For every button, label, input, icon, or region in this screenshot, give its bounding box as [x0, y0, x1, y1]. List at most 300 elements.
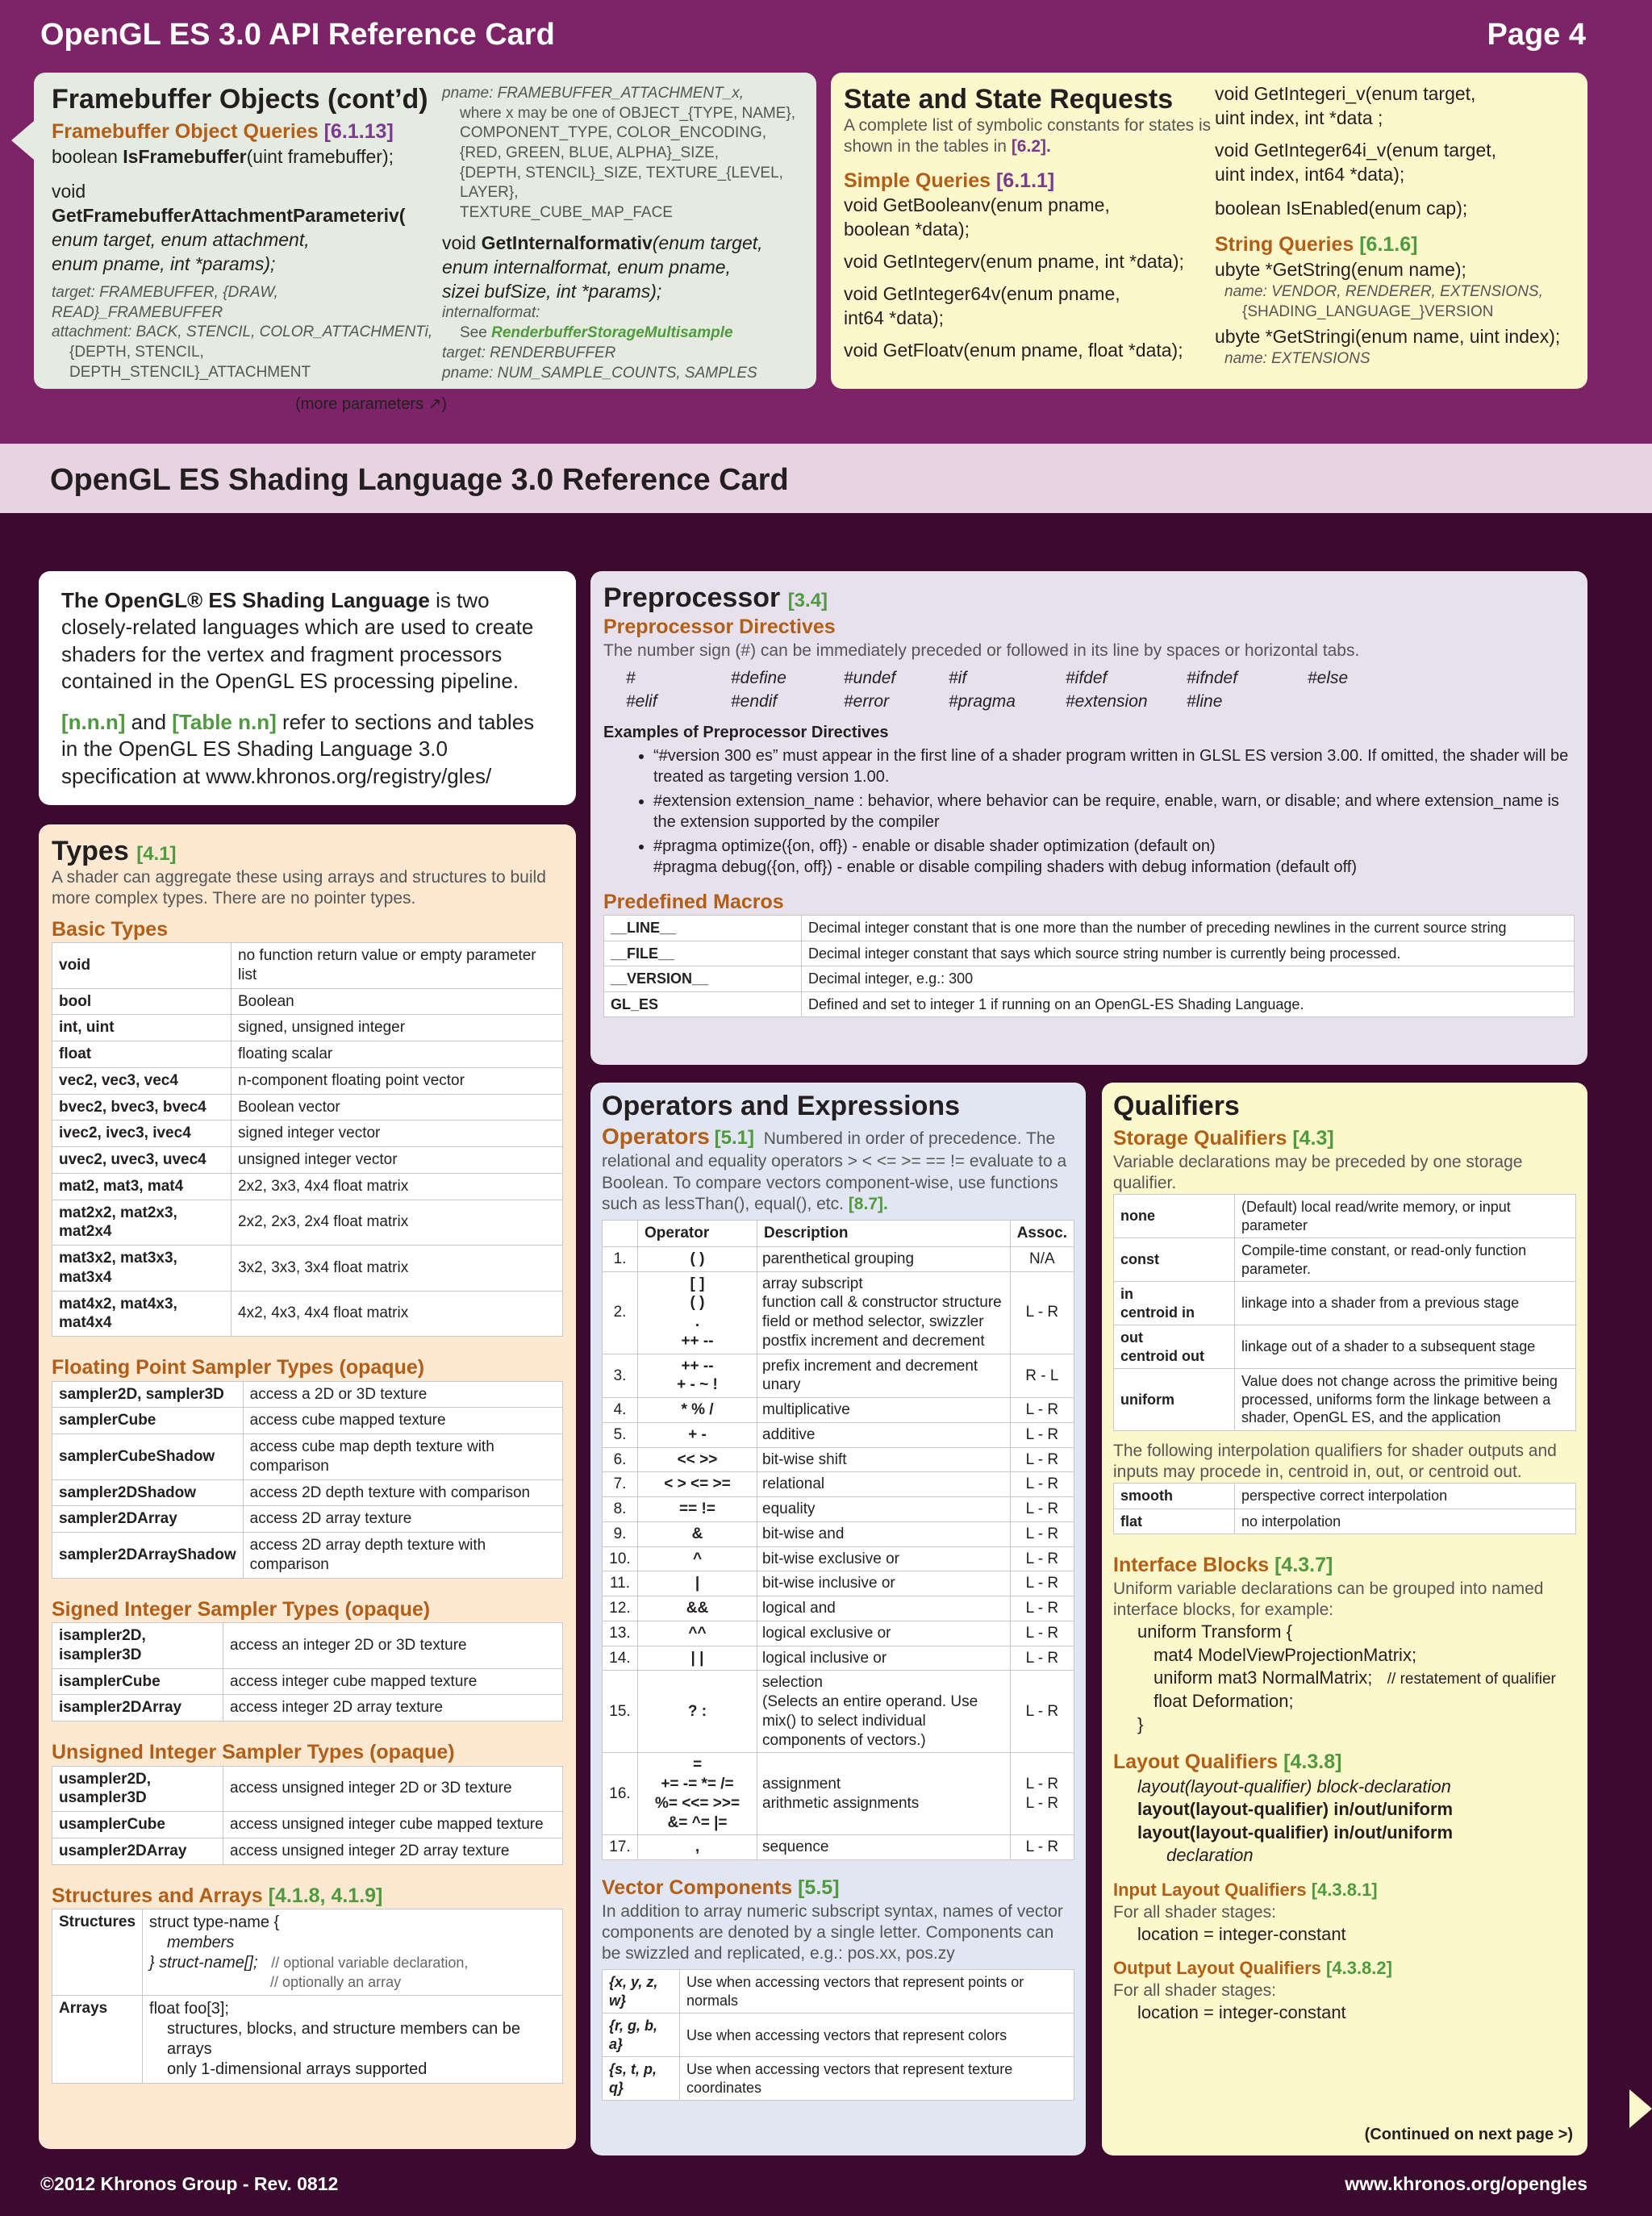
row-value: access 2D depth texture with comparison	[243, 1479, 562, 1506]
pname-l1: pname: FRAMEBUFFER_ATTACHMENT_x,	[442, 85, 745, 102]
state-title: State and State Requests	[844, 84, 1174, 115]
intro-box	[39, 571, 576, 805]
table-row	[52, 1121, 563, 1147]
op-description: array subscript function call & constructor structure field or method selector, swizzler postfix increment and decrement	[757, 1271, 1011, 1354]
directive-list	[603, 666, 1575, 714]
op-num: 16.	[603, 1753, 638, 1835]
q-getstringi-name: name: EXTENSIONS	[1224, 350, 1370, 368]
fbo-sub-ref: [6.1.13]	[323, 120, 394, 144]
table-row	[52, 1838, 563, 1864]
gif-see: See	[460, 324, 487, 342]
struct-arrays-ref: [4.1.8, 4.1.9]	[268, 1884, 383, 1907]
lq-ref: [4.3.8]	[1283, 1751, 1342, 1774]
pre-example-3b: #pragma debug({on, off}) - enable or disable compiling shaders with debug information (default off)	[653, 858, 1358, 876]
row-value: access unsigned integer 2D array texture	[223, 1838, 563, 1864]
op-num: 4.	[603, 1398, 638, 1423]
op-assoc: L - R	[1010, 1596, 1074, 1621]
ilq-line: location = integer-constant	[1137, 1923, 1346, 1944]
lq-l1: layout(layout-qualifier) block-declaration	[1137, 1776, 1451, 1797]
table-row	[52, 1812, 563, 1838]
isfb-args: (uint framebuffer);	[246, 145, 394, 167]
q-getbooleanv: void GetBooleanv(enum pname,	[844, 194, 1110, 216]
pre-directives: Preprocessor Directives	[603, 616, 836, 639]
table-row	[603, 1398, 1074, 1423]
row-value: signed integer vector	[232, 1121, 563, 1147]
table-row	[1114, 1238, 1576, 1282]
q-getstring-name2: {SHADING_LANGUAGE_}VERSION	[1242, 303, 1494, 320]
table-row	[603, 1271, 1074, 1354]
types-title: Types	[52, 836, 129, 866]
more-parameters-link[interactable]: (more parameters ↗)	[295, 395, 447, 414]
op-num: 5.	[603, 1422, 638, 1447]
output-layout-qualifiers: Output Layout Qualifiers	[1113, 1958, 1321, 1979]
row-value: Use when accessing vectors that represent colors	[680, 2014, 1074, 2057]
footer-copyright: ©2012 Khronos Group - Rev. 0812	[40, 2173, 339, 2194]
op-num: 17.	[603, 1835, 638, 1860]
row-key: const	[1114, 1238, 1235, 1282]
state-box	[831, 73, 1587, 389]
directive: #endif	[731, 692, 778, 712]
row-value: access integer 2D array texture	[223, 1695, 563, 1721]
predefined-macros: Predefined Macros	[603, 890, 784, 913]
op-assoc: L - R	[1010, 1546, 1074, 1571]
q-getfloatv: void GetFloatv(enum pname, float *data);	[844, 339, 1183, 361]
arr-l3: only 1-dimensional arrays supported	[167, 2060, 428, 2078]
table-row	[52, 1147, 563, 1174]
row-value: 2x2, 3x3, 4x4 float matrix	[232, 1173, 563, 1200]
op-num: 7.	[603, 1472, 638, 1497]
row-key: mat4x2, mat4x3, mat4x4	[52, 1291, 232, 1337]
op-num: 15.	[603, 1671, 638, 1753]
table-row	[52, 1668, 563, 1695]
row-key: {r, g, b, a}	[603, 2014, 680, 2057]
op-operator: [ ] ( ) . ++ --	[638, 1271, 757, 1354]
table-row	[603, 1472, 1074, 1497]
q-getintegeri-2: uint index, int *data ;	[1215, 106, 1383, 128]
row-value: Boolean	[232, 988, 563, 1015]
directive: #if	[949, 668, 967, 687]
q-getinteger64v-2: int64 *data);	[844, 307, 945, 328]
op-num: 11.	[603, 1571, 638, 1596]
directive: #undef	[844, 668, 896, 687]
row-value: Use when accessing vectors that represent points or normals	[680, 1970, 1074, 2014]
gfap-l2: enum pname, int *params);	[52, 253, 276, 275]
row-key: samplerCube	[52, 1408, 244, 1434]
types-box	[39, 824, 576, 2149]
op-assoc: L - R	[1010, 1271, 1074, 1354]
pre-example-1: • “#version 300 es” must appear in the first line of a shader program written in GLSL ES version 3.00. If omitted, the shader will be treated as targeting version 1.00.	[653, 745, 1575, 787]
ops-sub-ref: [5.1]	[714, 1127, 755, 1150]
op-operator: ,	[638, 1835, 757, 1860]
row-value: Boolean vector	[232, 1094, 563, 1121]
pre-examples: Examples of Preprocessor Directives	[603, 723, 889, 741]
op-description: bit-wise shift	[757, 1447, 1011, 1472]
table-row	[52, 1173, 563, 1200]
table-row	[603, 2057, 1074, 2101]
op-operator: | |	[638, 1646, 757, 1671]
table-row	[603, 1970, 1074, 2014]
ilq-ref: [4.3.8.1]	[1311, 1880, 1378, 1901]
string-queries: String Queries	[1215, 233, 1354, 257]
isfb-name: IsFramebuffer	[123, 145, 247, 167]
op-operator: * % /	[638, 1398, 757, 1423]
gif-target: target: RENDERBUFFER	[442, 344, 616, 361]
interp-table	[1113, 1483, 1576, 1534]
lq-l4: declaration	[1166, 1845, 1254, 1866]
op-assoc: L - R	[1010, 1521, 1074, 1546]
op-operator: |	[638, 1571, 757, 1596]
row-value: access cube mapped texture	[243, 1408, 562, 1434]
intro-and: and	[125, 710, 173, 735]
table-row	[52, 1041, 563, 1068]
fbo-sub: Framebuffer Object Queries	[52, 120, 319, 144]
pname-l4: {RED, GREEN, BLUE, ALPHA}_SIZE,	[460, 144, 720, 162]
q-getinteger64v: void GetInteger64v(enum pname,	[844, 282, 1120, 304]
pre-examples-list	[603, 745, 1575, 878]
table-row	[52, 1408, 563, 1434]
gif-l0: (enum target,	[652, 232, 763, 253]
simple-queries: Simple Queries	[844, 169, 991, 192]
table-row	[603, 1422, 1074, 1447]
directive: #else	[1308, 668, 1349, 687]
op-num: 6.	[603, 1447, 638, 1472]
ilq-desc: For all shader stages:	[1113, 1902, 1276, 1922]
op-num: 13.	[603, 1621, 638, 1646]
q-getinteger64i: void GetInteger64i_v(enum target,	[1215, 139, 1497, 161]
col-assoc: Assoc.	[1010, 1221, 1074, 1247]
table-row	[1114, 1484, 1576, 1509]
table-row	[52, 1434, 563, 1480]
gif-pname: pname: NUM_SAMPLE_COUNTS, SAMPLES	[442, 364, 757, 382]
table-row	[603, 1835, 1074, 1860]
operators-box	[590, 1083, 1086, 2155]
table-row	[603, 1571, 1074, 1596]
directive: #pragma	[949, 692, 1016, 712]
continued-link[interactable]: (Continued on next page >)	[1364, 2126, 1573, 2143]
op-assoc: L - R	[1010, 1472, 1074, 1497]
row-value: access unsigned integer cube mapped texture	[223, 1812, 563, 1838]
pre-title: Preprocessor	[603, 582, 781, 613]
glsl-title: OpenGL ES Shading Language 3.0 Reference Card	[50, 463, 789, 497]
pname-l3: COMPONENT_TYPE, COLOR_ENCODING,	[460, 124, 767, 142]
op-num: 9.	[603, 1521, 638, 1546]
struct-arrays-table	[52, 1909, 563, 2084]
table-row	[604, 916, 1575, 941]
ui-sampler-types: Unsigned Integer Sampler Types (opaque)	[52, 1741, 455, 1764]
row-key: in centroid in	[1114, 1282, 1235, 1325]
row-value: Use when accessing vectors that represent texture coordinates	[680, 2057, 1074, 2101]
table-row	[603, 1596, 1074, 1621]
simple-ref: [6.1.1]	[995, 169, 1055, 192]
interface-blocks: Interface Blocks	[1113, 1554, 1270, 1577]
ib-desc: Uniform variable declarations can be grouped into named interface blocks, for example:	[1113, 1579, 1544, 1619]
gif-intf: internalformat:	[442, 304, 540, 322]
vector-ref: [5.5]	[798, 1876, 840, 1900]
table-row	[603, 1753, 1074, 1835]
state-desc-ref: [6.2].	[1011, 137, 1051, 156]
row-key: void	[52, 943, 232, 989]
page-number: Page 4	[1487, 18, 1586, 52]
op-assoc: L - R	[1010, 1835, 1074, 1860]
table-row	[1114, 1195, 1576, 1238]
op-description: bit-wise exclusive or	[757, 1546, 1011, 1571]
row-key: mat2, mat3, mat4	[52, 1173, 232, 1200]
op-operator: ( )	[638, 1246, 757, 1271]
op-operator: &	[638, 1521, 757, 1546]
op-num: 3.	[603, 1354, 638, 1398]
op-assoc: L - R	[1010, 1671, 1074, 1753]
table-row	[52, 1291, 563, 1337]
ib-ref: [4.3.7]	[1274, 1554, 1333, 1577]
struct-key: Structures	[52, 1909, 143, 1996]
ib-l3c: // restatement of qualifier	[1387, 1671, 1556, 1688]
intro-ref1: [n.n.n]	[61, 710, 126, 735]
row-key: isampler2DArray	[52, 1695, 223, 1721]
gfap-l1: enum target, enum attachment,	[52, 229, 310, 251]
op-description: parenthetical grouping	[757, 1246, 1011, 1271]
fp-sampler-types: Floating Point Sampler Types (opaque)	[52, 1356, 425, 1379]
op-operator: ^	[638, 1546, 757, 1571]
table-row	[52, 1067, 563, 1094]
op-description: logical and	[757, 1596, 1011, 1621]
vector-table	[602, 1969, 1074, 2101]
layout-qualifiers: Layout Qualifiers	[1113, 1751, 1279, 1774]
q-getbooleanv-2: boolean *data);	[844, 218, 970, 240]
op-operator: = += -= *= /= %= <<= >>= &= ^= |=	[638, 1753, 757, 1835]
row-key: uvec2, uvec3, uvec4	[52, 1147, 232, 1174]
op-assoc: L - R	[1010, 1497, 1074, 1522]
op-description: logical exclusive or	[757, 1621, 1011, 1646]
qual-title: Qualifiers	[1113, 1091, 1240, 1121]
row-value: linkage out of a shader to a subsequent stage	[1235, 1325, 1576, 1369]
op-description: selection (Selects an entire operand. Use mix() to select individual components of vectors.)	[757, 1671, 1011, 1753]
row-key: bvec2, bvec3, bvec4	[52, 1094, 232, 1121]
op-assoc: R - L	[1010, 1354, 1074, 1398]
pre-desc: The number sign (#) can be immediately preceded or followed in its line by spaces or horizontal tabs.	[603, 641, 1360, 660]
pre-ref: [3.4]	[787, 590, 828, 611]
table-row	[52, 943, 563, 989]
op-num: 1.	[603, 1246, 638, 1271]
op-description: bit-wise inclusive or	[757, 1571, 1011, 1596]
row-key: samplerCubeShadow	[52, 1434, 244, 1480]
q-getinteger64i-2: uint index, int64 *data);	[1215, 163, 1405, 185]
op-description: assignment arithmetic assignments	[757, 1753, 1011, 1835]
ib-l4: float Deformation;	[1153, 1690, 1294, 1711]
table-row	[603, 1671, 1074, 1753]
table-row	[1114, 1325, 1576, 1369]
row-key: usampler2DArray	[52, 1838, 223, 1864]
gfap-void: void	[52, 181, 86, 202]
gif-l1: enum internalformat, enum pname,	[442, 256, 731, 278]
op-description: additive	[757, 1422, 1011, 1447]
table-header	[603, 1221, 1074, 1247]
struct-c1: // optional variable declaration,	[271, 1955, 469, 1972]
struct-c2: // optionally an array	[270, 1974, 402, 1991]
right-arrow-icon	[1629, 2089, 1652, 2128]
op-assoc: L - R L - R	[1010, 1753, 1074, 1835]
arr-l2: structures, blocks, and structure members can be arrays	[167, 2019, 520, 2058]
arrays-key: Arrays	[52, 1995, 143, 2083]
row-value: floating scalar	[232, 1041, 563, 1068]
row-key: none	[1114, 1195, 1235, 1238]
op-description: prefix increment and decrement unary	[757, 1354, 1011, 1398]
row-value: access 2D array texture	[243, 1506, 562, 1533]
intro-body2: refer to sections and tables in the OpenGL ES Shading Language 3.0 specification at www.khronos.org/registry/gles/	[61, 710, 535, 788]
interp-desc: The following interpolation qualifiers for shader outputs and inputs may procede in, centroid in, out, or centroid out.	[1113, 1441, 1557, 1481]
fbo-attach2: {DEPTH, STENCIL, DEPTH_STENCIL}_ATTACHMENT	[69, 344, 311, 381]
table-row	[603, 1497, 1074, 1522]
table-row	[603, 1521, 1074, 1546]
op-operator: ++ -- + - ~ !	[638, 1354, 757, 1398]
input-layout-qualifiers: Input Layout Qualifiers	[1113, 1880, 1307, 1901]
intro-ref2: [Table n.n]	[172, 710, 277, 735]
pre-example-2: • #extension extension_name : behavior, where behavior can be require, enable, warn, or disable; and where extension_name is the extension supported by the compiler	[653, 791, 1575, 833]
struct-l2: members	[167, 1934, 235, 1952]
fp-sampler-table	[52, 1381, 563, 1579]
row-value: signed, unsigned integer	[232, 1015, 563, 1041]
struct-l3: } struct-name[];	[149, 1954, 258, 1972]
op-assoc: N/A	[1010, 1246, 1074, 1271]
table-row	[52, 988, 563, 1015]
row-key: mat2x2, mat2x3, mat2x4	[52, 1200, 232, 1246]
table-row	[52, 1094, 563, 1121]
q-getintegeri: void GetIntegeri_v(enum target,	[1215, 83, 1476, 104]
q-getstring-name: name: VENDOR, RENDERER, EXTENSIONS,	[1224, 282, 1543, 300]
lq-l3: layout(layout-qualifier) in/out/uniform	[1137, 1822, 1454, 1842]
row-value: 2x2, 2x3, 2x4 float matrix	[232, 1200, 563, 1246]
row-value: n-component floating point vector	[232, 1067, 563, 1094]
storage-desc: Variable declarations may be preceded by one storage qualifier.	[1113, 1152, 1523, 1192]
row-key: __VERSION__	[604, 966, 802, 992]
vector-components: Vector Components	[602, 1876, 793, 1900]
row-key: ivec2, ivec3, ivec4	[52, 1121, 232, 1147]
ops-desc: The relational and equality operators > < <= >= == != evaluate to a Boolean. To compare vectors component-wise, use functions such as lessThan(), equal(), etc.	[602, 1129, 1067, 1213]
op-assoc: L - R	[1010, 1447, 1074, 1472]
row-key: __FILE__	[604, 941, 802, 966]
si-sampler-table	[52, 1622, 563, 1721]
qualifiers-box	[1102, 1083, 1587, 2155]
op-num: 8.	[603, 1497, 638, 1522]
op-assoc: L - R	[1010, 1422, 1074, 1447]
ib-l2: mat4 ModelViewProjectionMatrix;	[1153, 1644, 1417, 1665]
row-value: access integer cube mapped texture	[223, 1668, 563, 1695]
op-operator: &&	[638, 1596, 757, 1621]
op-assoc: L - R	[1010, 1398, 1074, 1423]
table-row	[603, 1354, 1074, 1398]
q-getstring: ubyte *GetString(enum name);	[1215, 258, 1466, 280]
row-key: bool	[52, 988, 232, 1015]
directive: #extension	[1066, 692, 1148, 712]
arr-l1: float foo[3];	[149, 1999, 229, 2018]
row-key: __LINE__	[604, 916, 802, 941]
gif-l2: sizei bufSize, int *params);	[442, 280, 662, 302]
row-key: flat	[1114, 1509, 1235, 1534]
row-key: int, uint	[52, 1015, 232, 1041]
row-value: access 2D array depth texture with comparison	[243, 1533, 562, 1579]
q-getstringi: ubyte *GetStringi(enum name, uint index);	[1215, 326, 1561, 348]
table-row	[52, 1015, 563, 1041]
basic-types-table	[52, 942, 563, 1337]
preprocessor-box	[590, 571, 1587, 1065]
op-operator: << >>	[638, 1447, 757, 1472]
intro-body: is two closely-related languages which are used to create shaders for the vertex and fragment processors contained in the OpenGL ES processing pipeline.	[61, 588, 534, 693]
pname-l2: where x may be one of OBJECT_{TYPE, NAME},	[460, 104, 796, 122]
op-assoc: L - R	[1010, 1621, 1074, 1646]
olq-desc: For all shader stages:	[1113, 1981, 1276, 2001]
gif-see-ref[interactable]: RenderbufferStorageMultisample	[491, 324, 733, 342]
op-num: 2.	[603, 1271, 638, 1354]
op-description: relational	[757, 1472, 1011, 1497]
row-value: access cube map depth texture with comparison	[243, 1434, 562, 1480]
row-value: Compile-time constant, or read-only function parameter.	[1235, 1238, 1576, 1282]
table-row	[52, 1246, 563, 1292]
ops-desc-ref: [8.7].	[848, 1194, 888, 1213]
basic-types: Basic Types	[52, 917, 169, 941]
row-value: Decimal integer, e.g.: 300	[802, 966, 1575, 992]
q-getintegerv: void GetIntegerv(enum pname, int *data);	[844, 250, 1184, 272]
directive: #define	[731, 668, 786, 687]
directive: #elif	[626, 692, 657, 712]
state-desc: A complete list of symbolic constants for states is shown in the tables in	[844, 116, 1212, 156]
footer-url[interactable]: www.khronos.org/opengles	[1345, 2173, 1587, 2194]
left-arrow-icon	[11, 121, 34, 160]
directive: #ifndef	[1187, 668, 1238, 687]
op-description: equality	[757, 1497, 1011, 1522]
table-row	[52, 1479, 563, 1506]
row-key: isamplerCube	[52, 1668, 223, 1695]
fbo-title: Framebuffer Objects (cont’d)	[52, 84, 428, 115]
q-isenabled: boolean IsEnabled(enum cap);	[1215, 197, 1468, 219]
row-value: Value does not change across the primitive being processed, uniforms form the linkage between a shader, OpenGL ES, and the application	[1235, 1369, 1576, 1431]
olq-line: location = integer-constant	[1137, 2002, 1346, 2023]
storage-qualifiers: Storage Qualifiers	[1113, 1127, 1287, 1150]
pname-l5: {DEPTH, STENCIL}_SIZE, TEXTURE_{LEVEL, LAYER},	[460, 164, 783, 202]
table-row	[603, 1246, 1074, 1271]
operators-table	[602, 1220, 1074, 1860]
row-value: no interpolation	[1235, 1509, 1576, 1534]
lq-l2: layout(layout-qualifier) in/out/uniform	[1137, 1799, 1454, 1820]
struct-arrays: Structures and Arrays	[52, 1884, 263, 1907]
gif-name: GetInternalformativ	[481, 232, 653, 253]
table-row	[1114, 1509, 1576, 1534]
op-operator: == !=	[638, 1497, 757, 1522]
row-value: 3x2, 3x3, 3x4 float matrix	[232, 1246, 563, 1292]
macros-table	[603, 915, 1575, 1017]
table-row	[604, 991, 1575, 1017]
directive: #error	[844, 692, 890, 712]
pname-l6: TEXTURE_CUBE_MAP_FACE	[460, 204, 673, 222]
ib-l1: uniform Transform {	[1137, 1621, 1292, 1642]
op-operator: + -	[638, 1422, 757, 1447]
row-key: out centroid out	[1114, 1325, 1235, 1369]
directive: #	[626, 668, 636, 687]
table-row	[1114, 1282, 1576, 1325]
op-operator: < > <= >=	[638, 1472, 757, 1497]
ops-lead: Numbered in order of precedence.	[763, 1129, 1022, 1149]
row-key: vec2, vec3, vec4	[52, 1067, 232, 1094]
row-key: sampler2D, sampler3D	[52, 1381, 244, 1408]
op-assoc: L - R	[1010, 1571, 1074, 1596]
intro-lead: The OpenGL® ES Shading Language	[61, 588, 430, 612]
row-key: usamplerCube	[52, 1812, 223, 1838]
row-value: access unsigned integer 2D or 3D texture	[223, 1766, 563, 1812]
row-value: Decimal integer constant that is one more than the number of preceding newlines in the current source string	[802, 916, 1575, 941]
table-row	[603, 1546, 1074, 1571]
op-description: multiplicative	[757, 1398, 1011, 1423]
row-key: {s, t, p, q}	[603, 2057, 680, 2101]
row-value: perspective correct interpolation	[1235, 1484, 1576, 1509]
op-description: bit-wise and	[757, 1521, 1011, 1546]
